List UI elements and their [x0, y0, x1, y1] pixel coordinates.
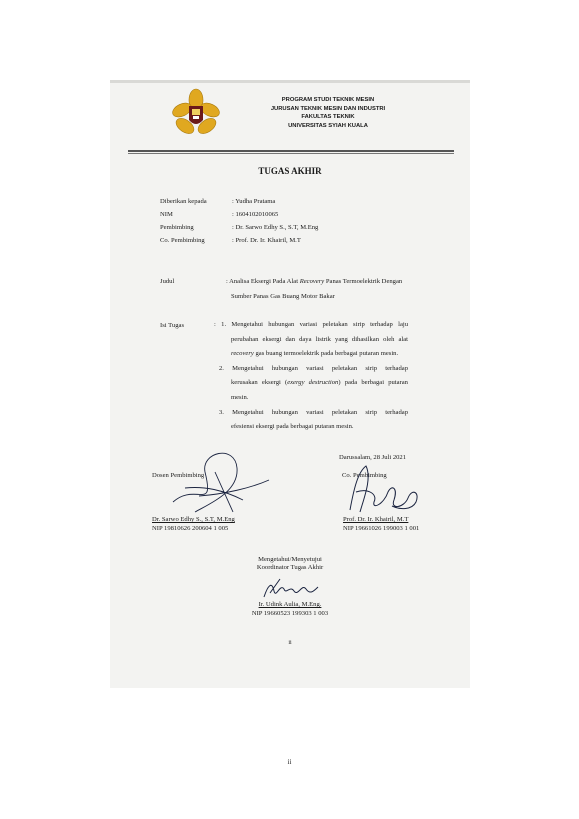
right-signatory-nip: NIP 19661026 199003 1 001	[343, 525, 420, 532]
header-line-program: PROGRAM STUDI TEKNIK MESIN	[281, 97, 375, 103]
field-value-student: : Yudha Pratama	[232, 198, 276, 205]
field-value-supervisor: : Dr. Sarwo Edhy S., S.T, M.Eng	[232, 224, 319, 231]
left-signatory-nip: NIP 19810626 200604 1 005	[152, 525, 229, 532]
task-item-2-cont: kerusakan eksergi (exergy destruction) pada berbagai putaran mesin.	[231, 379, 408, 401]
university-seal-icon	[172, 88, 220, 140]
header-line-faculty: FAKULTAS TEKNIK	[301, 114, 355, 121]
right-signatory-role: Co. Pembimbing	[342, 472, 387, 479]
field-value-nim: : 1604102010065	[232, 211, 279, 218]
field-label: Pembimbing	[160, 224, 194, 231]
judul-line-1: : Analisa Eksergi Pada Alat Recovery Panas Termoelektrik Dengan	[226, 278, 403, 285]
header-rule-thin	[128, 153, 454, 154]
task-item-1: : 1. Mengetahui hubungan variasi peletakan sirip terhadap laju	[214, 321, 408, 328]
inner-page-number: ii	[288, 640, 292, 646]
left-signatory-role: Dosen Pembimbing	[152, 472, 205, 479]
field-value-co-supervisor: : Prof. Dr. Ir. Khairil, M.T	[232, 237, 301, 244]
right-signatory-name: Prof. Dr. Ir. Khairil, M.T	[343, 516, 409, 523]
right-signature-icon	[338, 458, 428, 518]
task-item-3-cont: efesiensi eksergi pada berbagai putaran mesin.	[231, 423, 354, 431]
isi-tugas-label: Isi Tugas	[160, 322, 185, 329]
document-title: TUGAS AKHIR	[258, 166, 322, 176]
scanned-page	[110, 80, 470, 688]
coordinator-name: Ir. Udink Aulia, M.Eng.	[258, 601, 322, 608]
field-label: Co. Pembimbing	[160, 237, 205, 244]
header-rule-thick	[128, 150, 454, 152]
header-line-university: UNIVERSITAS SYIAH KUALA	[288, 122, 368, 129]
task-item-2: 2. Mengetahui hubungan variasi peletakan sirip terhadap	[219, 364, 408, 372]
judul-label: Judul	[160, 278, 175, 285]
header-line-department: JURUSAN TEKNIK MESIN DAN INDUSTRI	[270, 105, 386, 112]
institution-header	[228, 96, 428, 130]
left-signatory-name: Dr. Sarwo Edhy S., S.T, M.Eng	[152, 516, 235, 523]
judul-line-2: Sumber Panas Gas Buang Motor Bakar	[231, 293, 335, 300]
coordinator-nip: NIP 19660523 199303 1 003	[251, 610, 329, 617]
scan-edge	[110, 80, 470, 83]
field-label: NIM	[160, 211, 173, 218]
page-number: ii	[287, 758, 292, 766]
task-item-1-cont: perubahan eksergi dan daya listrik yang dihasilkan oleh alat recovery gas buang termoelektrik pada berbagai putaran mesin.	[231, 335, 408, 358]
task-item-3: 3. Mengetahui hubungan variasi peletakan sirip terhadap	[219, 408, 408, 416]
field-label: Diberikan kepada	[160, 198, 207, 205]
left-signature-icon	[165, 442, 275, 520]
coordinator-role: Koordinator Tugas Akhir	[256, 564, 324, 571]
place-date: Darussalam, 28 Juli 2021	[339, 454, 407, 461]
coordinator-approval: Mengetahui/Menyetujui	[258, 556, 322, 563]
